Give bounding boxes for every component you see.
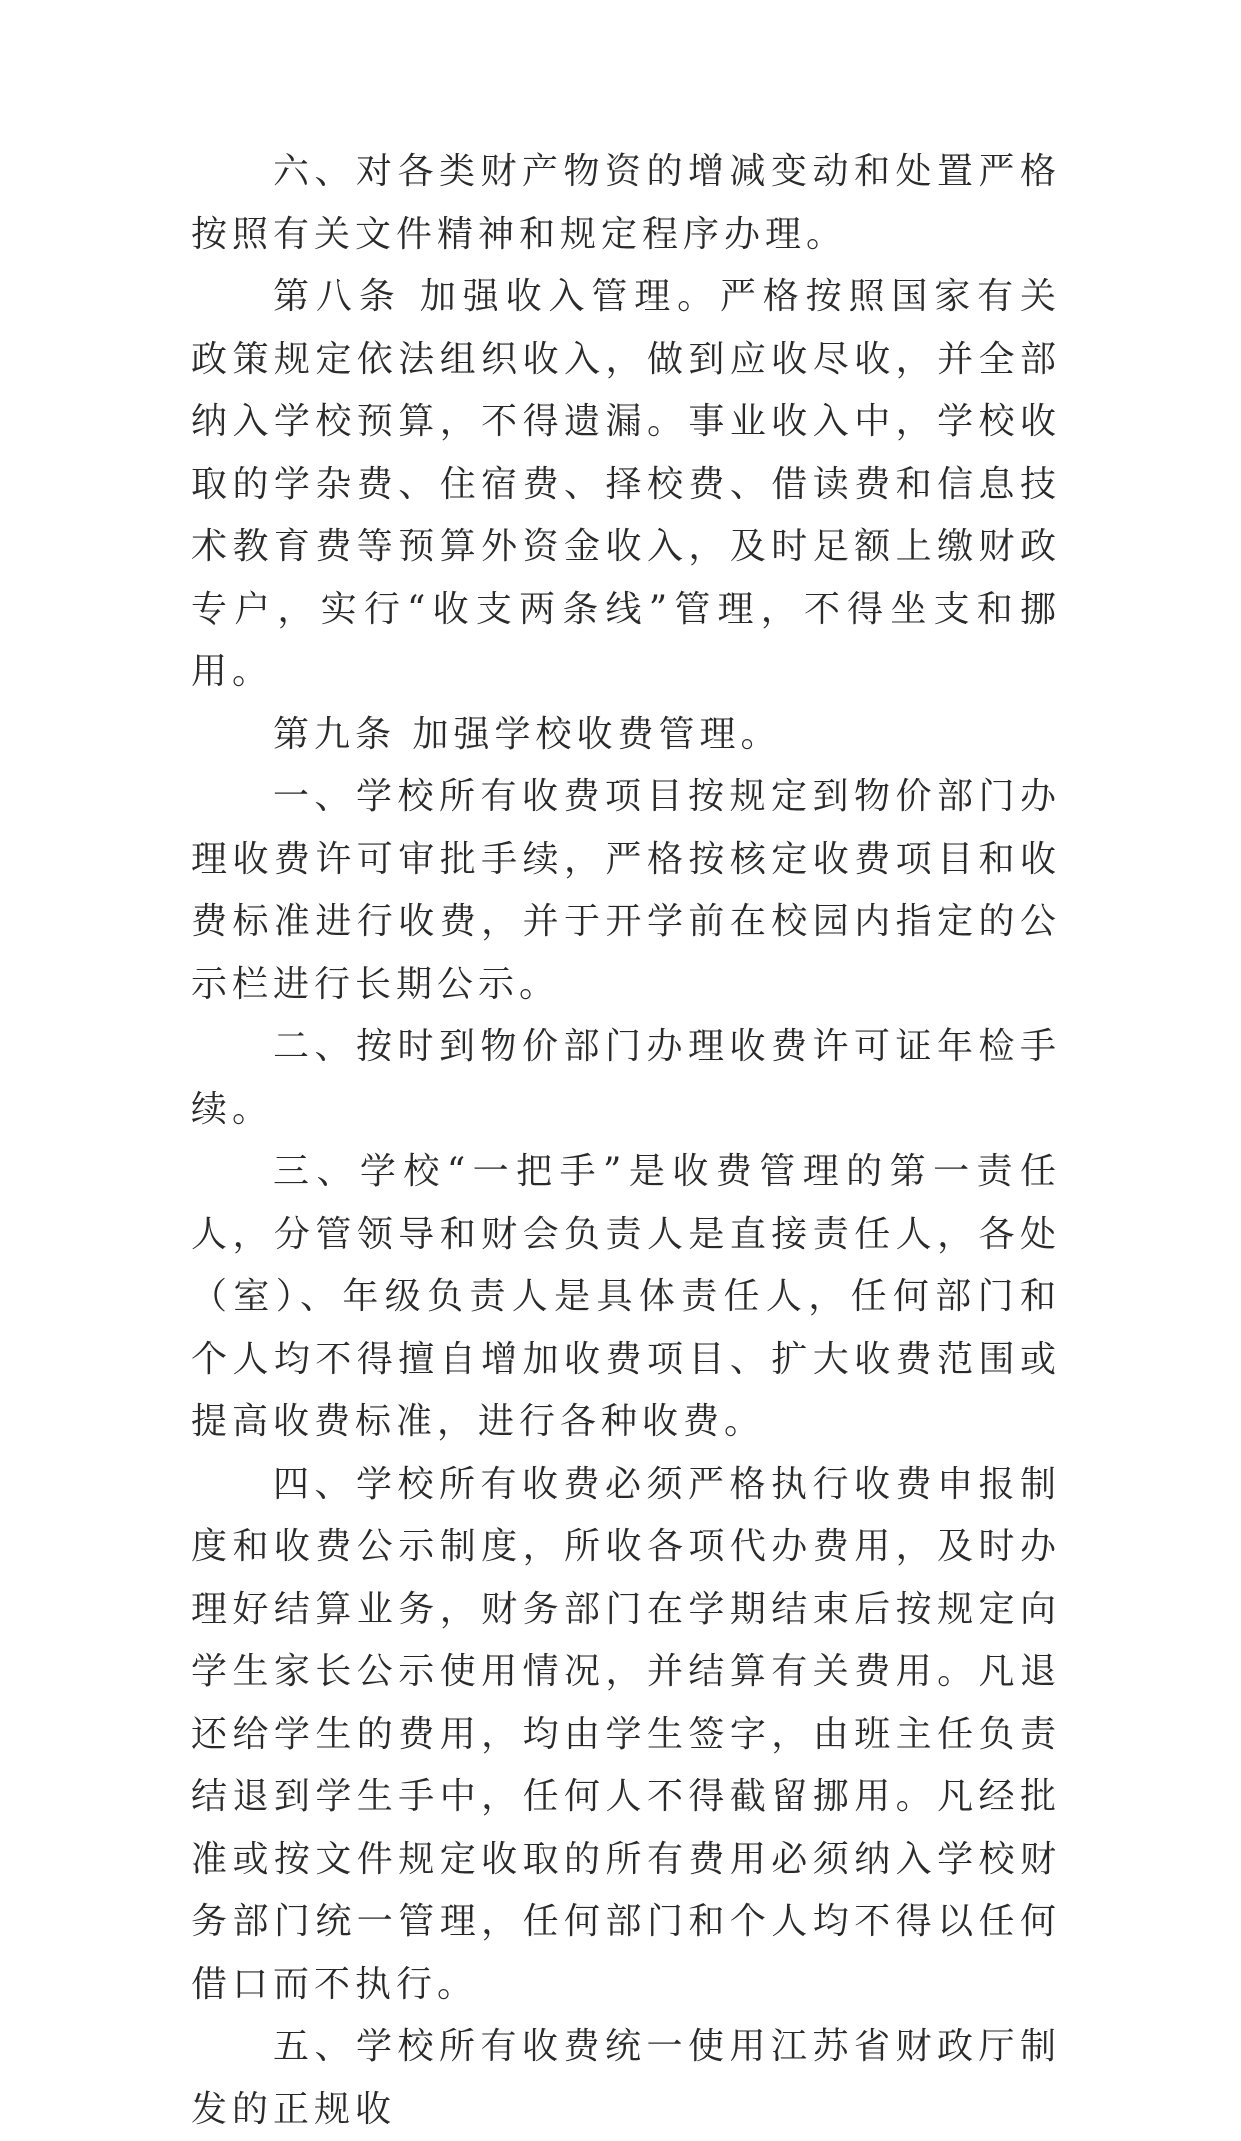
paragraph-item-3-responsibility: 三、学校“一把手”是收费管理的第一责任人，分管领导和财会负责人是直接责任人，各处（室）、年级负责人是具体责任人，任何部门和个人均不得擅自增加收费项目、扩大收费范围或提高收费标准，进行各种收费。: [191, 1151, 1061, 1442]
paragraph-item-2-annual-inspection: 二、按时到物价部门办理收费许可证年检手续。: [191, 1026, 1061, 1130]
paragraph-article-9-fee-management: 第九条 加强学校收费管理。: [273, 713, 782, 755]
document-page: [191, 141, 1061, 2141]
paragraph-article-8-income-management: 第八条 加强收入管理。严格按照国家有关政策规定依法组织收入，做到应收尽收，并全部纳入学校预算，不得遗漏。事业收入中，学校收取的学杂费、住宿费、择校费、借读费和信息技术教育费等预算外资金收入，及时足额上缴财政专户，实行“收支两条线”管理，不得坐支和挪用。: [191, 276, 1061, 692]
paragraph-item-6-asset-disposal: 六、对各类财产物资的增减变动和处置严格按照有关文件精神和规定程序办理。: [191, 151, 1061, 255]
paragraph-item-4-fee-declaration: 四、学校所有收费必须严格执行收费申报制度和收费公示制度，所收各项代办费用，及时办理好结算业务，财务部门在学期结束后按规定向学生家长公示使用情况，并结算有关费用。凡退还给学生的费用，均由学生签字，由班主任负责结退到学生手中，任何人不得截留挪用。凡经批准或按文件规定收取的所有费用必须纳入学校财务部门统一管理，任何部门和个人均不得以任何借口而不执行。: [191, 1463, 1061, 2005]
paragraph-item-1-fee-approval: 一、学校所有收费项目按规定到物价部门办理收费许可审批手续，严格按核定收费项目和收费标准进行收费，并于开学前在校园内指定的公示栏进行长期公示。: [191, 776, 1061, 1005]
paragraph-item-5-receipts: 五、学校所有收费统一使用江苏省财政厅制发的正规收: [191, 2026, 1061, 2130]
